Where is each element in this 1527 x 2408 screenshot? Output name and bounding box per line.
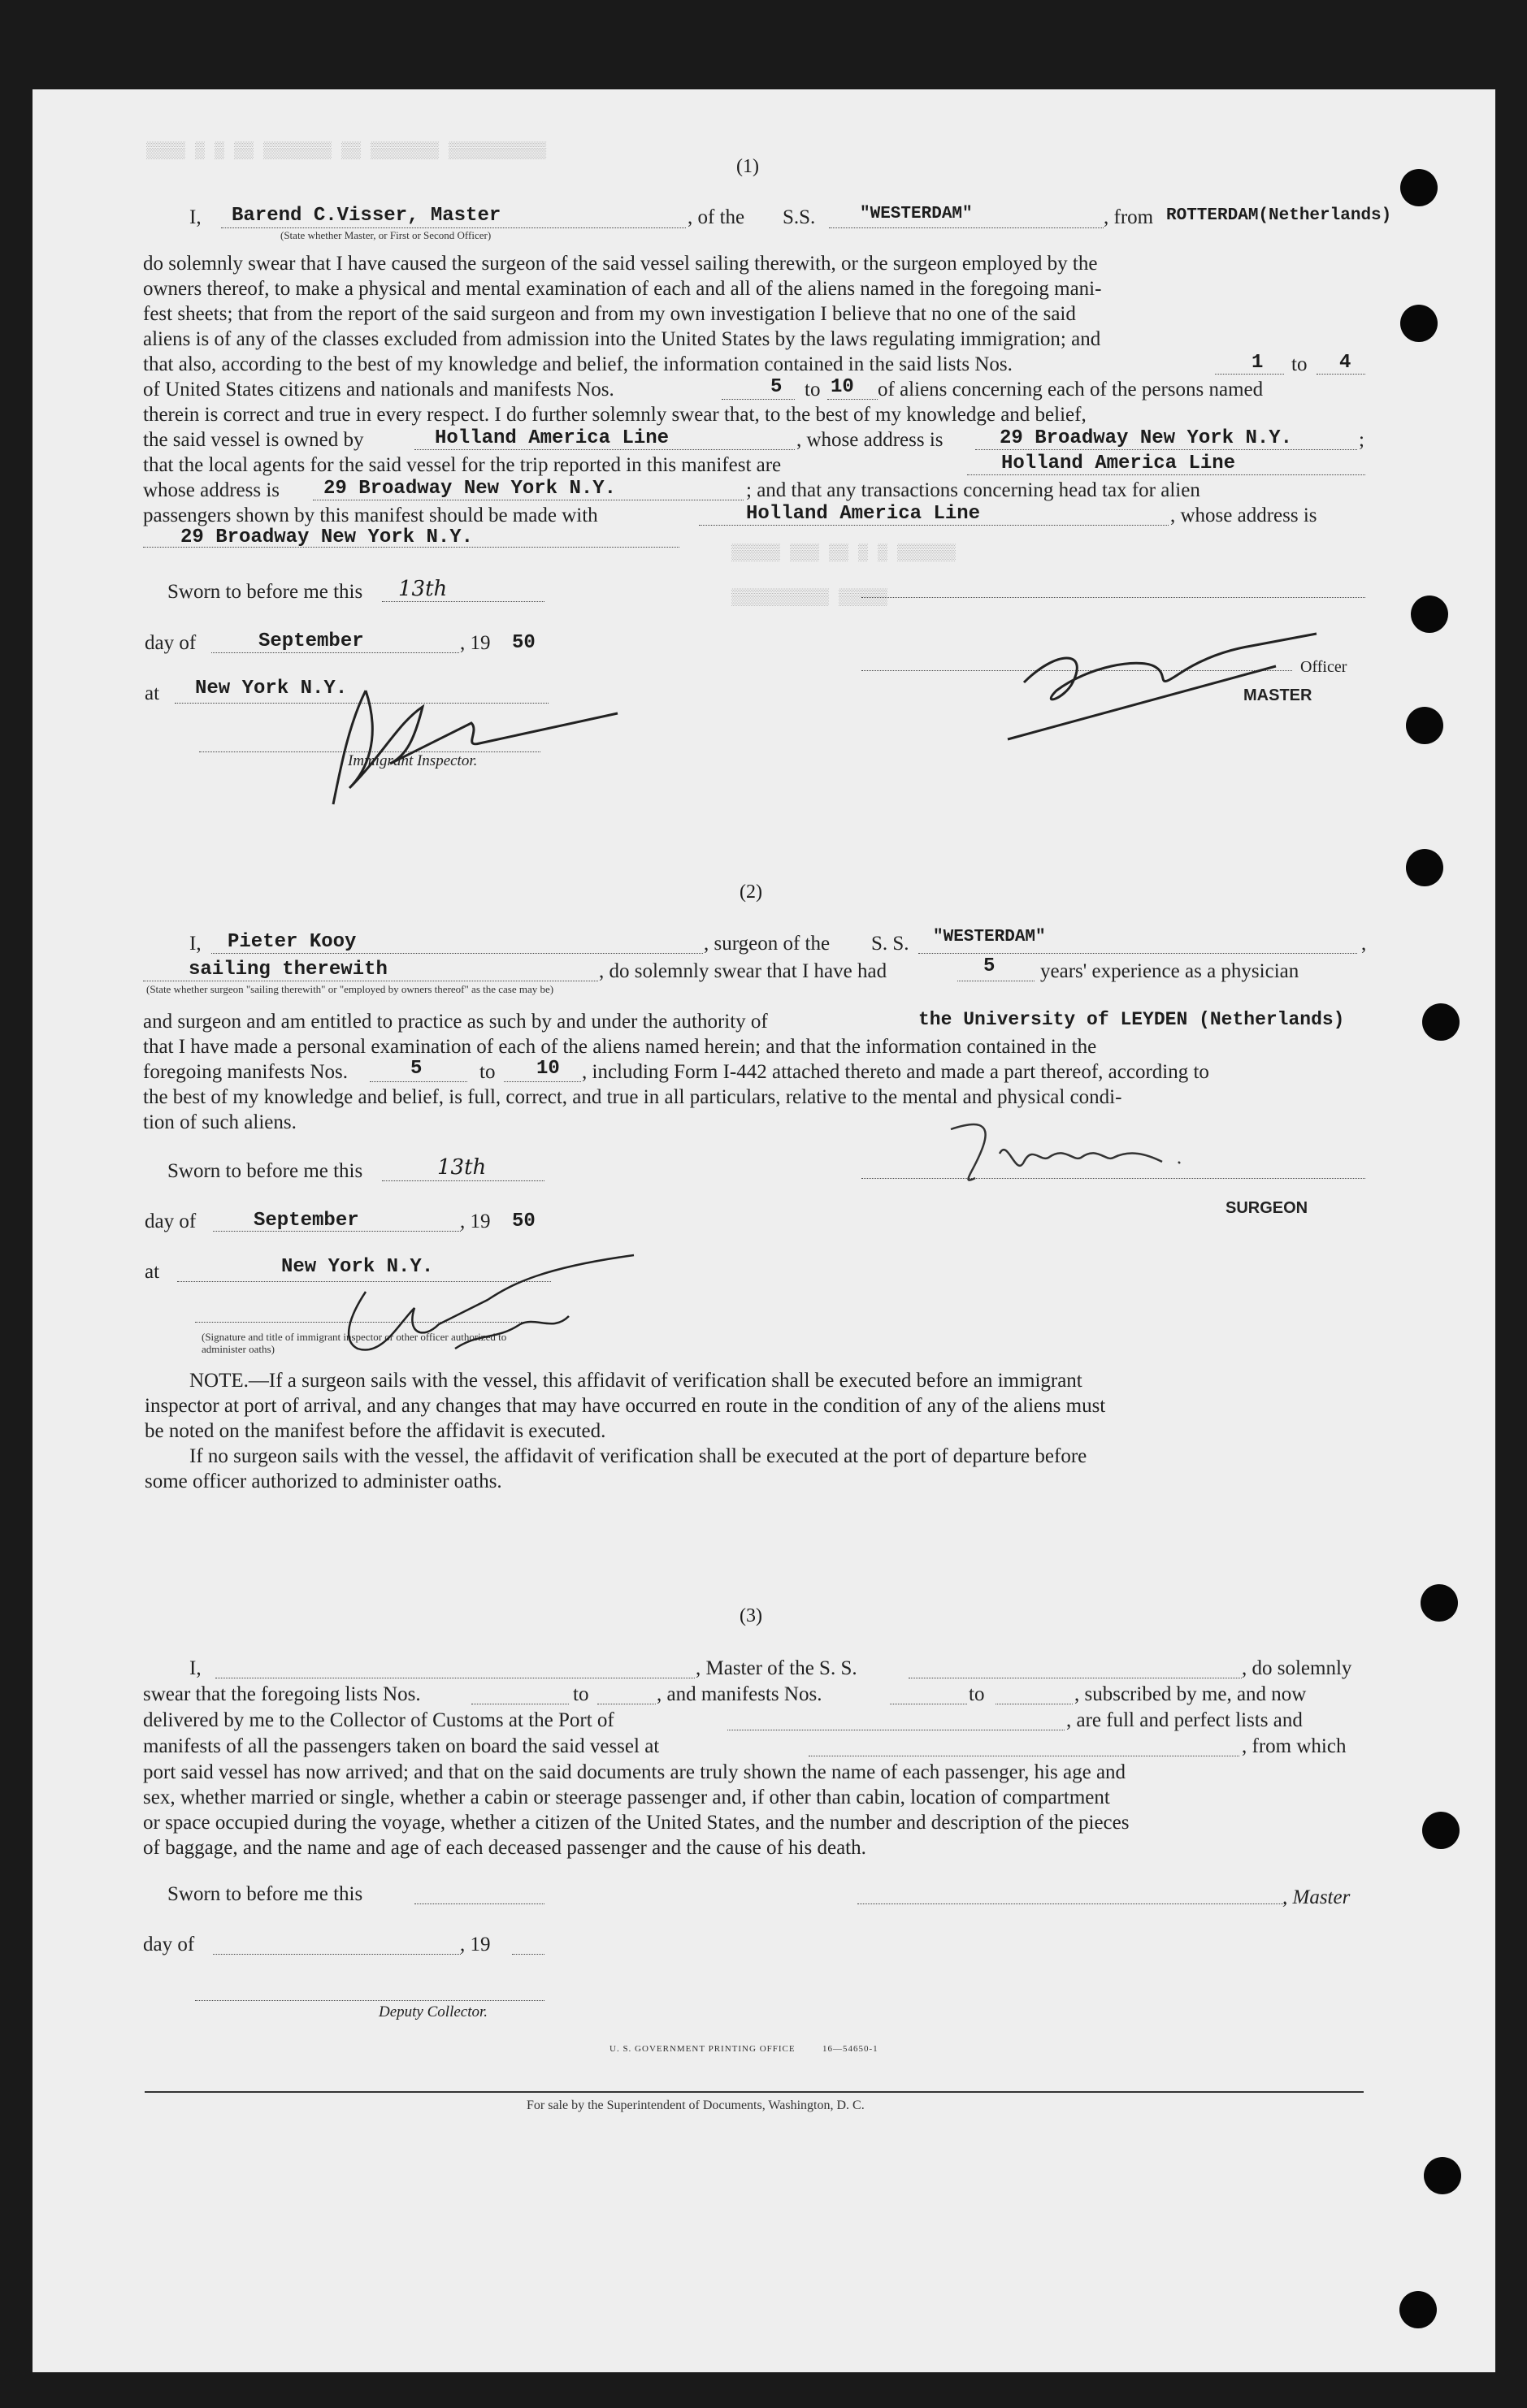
surgeon-name-field[interactable]: Pieter Kooy bbox=[228, 931, 357, 953]
s1-line-8b: , whose address is bbox=[796, 429, 944, 451]
s2-year-field[interactable]: 50 bbox=[512, 1210, 536, 1232]
headtax-line bbox=[699, 525, 1169, 526]
s1-line-11b: , whose address is bbox=[1170, 505, 1317, 526]
s2-day-of-label: day of bbox=[145, 1210, 197, 1232]
s1-sworn-line bbox=[382, 601, 544, 602]
s1-month-line bbox=[211, 652, 459, 653]
s3-line-3b: , are full and perfect lists and bbox=[1066, 1709, 1303, 1731]
s1-ship-name[interactable]: "WESTERDAM" bbox=[860, 205, 973, 223]
s2-line-4: that I have made a personal examination of each of the aliens named herein; and that the information contained in the bbox=[143, 1036, 1097, 1058]
lists-from-field[interactable]: 1 bbox=[1252, 352, 1264, 374]
s3-line: or space occupied during the voyage, whether a citizen of the United States, and the number and description of the pieces bbox=[143, 1812, 1130, 1834]
surgeon-signature bbox=[943, 1113, 1203, 1194]
punch-hole bbox=[1422, 1812, 1460, 1849]
s1-master-label: MASTER bbox=[1243, 686, 1312, 704]
sailing-field[interactable]: sailing therewith bbox=[189, 959, 388, 981]
s3-month-line bbox=[213, 1954, 461, 1955]
s2-to-line bbox=[504, 1081, 581, 1082]
punch-hole bbox=[1400, 169, 1438, 206]
s3-i-label: I, bbox=[189, 1657, 202, 1679]
s1-of-the: , of the bbox=[688, 206, 745, 228]
s3-year-line bbox=[512, 1954, 544, 1955]
bleed-through-text: ▒▒▒▒▒▒▒▒▒▒ ▒▒▒▒▒ bbox=[731, 589, 888, 608]
s2-sworn-line bbox=[382, 1180, 544, 1181]
punch-hole bbox=[1399, 2291, 1437, 2328]
note-line: be noted on the manifest before the affidavit is executed. bbox=[145, 1420, 606, 1442]
agents-address-field[interactable]: 29 Broadway New York N.Y. bbox=[323, 478, 617, 500]
note-line: If no surgeon sails with the vessel, the affidavit of verification shall be executed at the port of departure before bbox=[189, 1445, 1087, 1467]
s3-master-sig-line bbox=[857, 1903, 1286, 1904]
s2-ship-line bbox=[918, 953, 1357, 954]
s2-year-prefix: , 19 bbox=[460, 1210, 491, 1232]
s1-paragraph bbox=[143, 251, 1101, 352]
s1-line: do solemnly swear that I have caused the surgeon of the said vessel sailing therewith, or the surgeon employed by the bbox=[143, 253, 1098, 275]
s1-day-of-label: day of bbox=[145, 632, 197, 654]
s2-at-label: at bbox=[145, 1261, 160, 1283]
s1-ss-label: S.S. bbox=[783, 206, 816, 228]
s3-master-of: , Master of the S. S. bbox=[696, 1657, 857, 1679]
punch-hole bbox=[1406, 849, 1443, 886]
s2-to-label: to bbox=[479, 1061, 496, 1083]
s1-place-field[interactable]: New York N.Y. bbox=[195, 678, 348, 699]
master-name-note: (State whether Master, or First or Second Officer) bbox=[280, 229, 492, 241]
owner-line bbox=[414, 449, 795, 450]
s1-line-10a: whose address is bbox=[143, 479, 280, 501]
note-line: some officer authorized to administer oaths. bbox=[145, 1470, 502, 1492]
s2-sig-note: (Signature and title of immigrant inspector or other officer authorized to administer oaths) bbox=[202, 1331, 507, 1355]
s1-line-7: therein is correct and true in every respect. I do further solemnly swear that, to the best of my knowledge and belief, bbox=[143, 404, 1087, 426]
s2-solemnly: , do solemnly swear that I have had bbox=[599, 960, 887, 982]
punch-hole bbox=[1424, 2157, 1461, 2194]
footer-rule bbox=[145, 2091, 1364, 2093]
comma: , bbox=[1361, 933, 1367, 955]
s3-sworn-label: Sworn to before me this bbox=[167, 1883, 363, 1905]
s2-line-3a: and surgeon and am entitled to practice as such by and under the authority of bbox=[143, 1011, 768, 1033]
s1-sworn-label: Sworn to before me this bbox=[167, 581, 363, 603]
inspector-signature-1 bbox=[317, 674, 626, 821]
surgeon-note bbox=[145, 1368, 1105, 1494]
s3-paragraph bbox=[143, 1760, 1129, 1860]
s1-year-prefix: , 19 bbox=[460, 632, 491, 654]
s1-i-label: I, bbox=[189, 206, 202, 228]
s1-officer-sig-line bbox=[861, 597, 1365, 598]
punch-hole bbox=[1422, 1003, 1460, 1041]
lists-to-label: to bbox=[1291, 353, 1308, 375]
s2-years-text: years' experience as a physician bbox=[1040, 960, 1299, 982]
master-signature bbox=[991, 617, 1333, 756]
s2-i-label: I, bbox=[189, 933, 202, 955]
sale-note: For sale by the Superintendent of Documents, Washington, D. C. bbox=[527, 2098, 865, 2112]
s3-line-2a: swear that the foregoing lists Nos. bbox=[143, 1683, 421, 1705]
s1-line-9a: that the local agents for the said vessel for the trip reported in this manifest are bbox=[143, 454, 782, 476]
master-name-field[interactable]: Barend C.Visser, Master bbox=[232, 205, 501, 227]
s1-inspector-label: Immigrant Inspector. bbox=[348, 752, 478, 769]
deputy-label: Deputy Collector. bbox=[379, 2003, 488, 2020]
gpo-label: U. S. GOVERNMENT PRINTING OFFICE bbox=[609, 2044, 796, 2054]
surgeon-name-line bbox=[211, 953, 703, 954]
s1-year-field[interactable]: 50 bbox=[512, 632, 536, 654]
manifests-to-line bbox=[827, 399, 878, 400]
lists-from-line bbox=[1215, 374, 1284, 375]
punch-hole bbox=[1421, 1584, 1458, 1622]
owner-address-line bbox=[975, 449, 1357, 450]
s1-line-10b: ; and that any transactions concerning head tax for alien bbox=[746, 479, 1200, 501]
sailing-note: (State whether surgeon "sailing therewith" or "employed by owners thereof" as the case may be) bbox=[146, 983, 554, 995]
s3-to-label-2: to bbox=[969, 1683, 985, 1705]
inspector-signature-2 bbox=[333, 1251, 626, 1365]
s3-line-2b: , and manifests Nos. bbox=[657, 1683, 822, 1705]
s1-line-6b: of aliens concerning each of the persons named bbox=[878, 379, 1264, 401]
owner-address-field[interactable]: 29 Broadway New York N.Y. bbox=[1000, 427, 1293, 449]
s1-officer-label: Officer bbox=[1300, 658, 1347, 676]
s3-year-prefix: , 19 bbox=[460, 1934, 491, 1955]
s3-day-of-label: day of bbox=[143, 1934, 195, 1955]
s2-ship-name[interactable]: "WESTERDAM" bbox=[933, 928, 1046, 946]
bleed-through-text: ▒▒▒▒▒ ▒▒▒ ▒▒ ▒ ▒ ▒▒▒▒▒▒ bbox=[731, 544, 957, 563]
semicolon: ; bbox=[1359, 429, 1364, 451]
s1-port-field[interactable]: ROTTERDAM(Netherlands) bbox=[1166, 206, 1392, 225]
s3-line: of baggage, and the name and age of each deceased passenger and the cause of his death. bbox=[143, 1837, 866, 1859]
s3-line-3a: delivered by me to the Collector of Customs at the Port of bbox=[143, 1709, 614, 1731]
s3-line-4b: , from which bbox=[1242, 1735, 1347, 1757]
master-name-line bbox=[221, 227, 686, 228]
years-field[interactable]: 5 bbox=[983, 955, 996, 977]
s1-line: owners thereof, to make a physical and mental examination of each and all of the aliens named in the foregoing mani- bbox=[143, 278, 1102, 300]
section-2-heading: (2) bbox=[740, 881, 762, 903]
s2-sworn-label: Sworn to before me this bbox=[167, 1160, 363, 1182]
s2-line-5b: , including Form I-442 attached thereto and made a part thereof, according to bbox=[582, 1061, 1209, 1083]
s2-from-line bbox=[370, 1081, 467, 1082]
s3-line-4a: manifests of all the passengers taken on board the said vessel at bbox=[143, 1735, 660, 1757]
s3-do-solemnly: , do solemnly bbox=[1242, 1657, 1352, 1679]
s2-line-6: the best of my knowledge and belief, is full, correct, and true in all particulars, relative to the mental and physical condi- bbox=[143, 1086, 1122, 1108]
s1-from: , from bbox=[1104, 206, 1154, 228]
s2-from-field[interactable]: 5 bbox=[410, 1058, 423, 1080]
lists-to-line bbox=[1317, 374, 1365, 375]
surgeon-label: SURGEON bbox=[1226, 1199, 1308, 1217]
manifests-from-field[interactable]: 5 bbox=[770, 376, 783, 398]
s1-line: aliens is of any of the classes excluded from admission into the United States by the laws regulating immigration; and bbox=[143, 328, 1101, 350]
agents-line bbox=[967, 474, 1365, 475]
manifests-to-field[interactable]: 10 bbox=[831, 376, 854, 398]
s1-line: fest sheets; that from the report of the said surgeon and from my own investigation I believe that no one of the said bbox=[143, 303, 1076, 325]
s2-surgeon-of: , surgeon of the bbox=[704, 933, 831, 955]
agents-field[interactable]: Holland America Line bbox=[1001, 453, 1236, 474]
owner-field[interactable]: Holland America Line bbox=[435, 427, 670, 449]
manifests-to-label: to bbox=[805, 379, 821, 401]
ship-line bbox=[829, 227, 1104, 228]
s2-to-field[interactable]: 10 bbox=[536, 1058, 560, 1080]
lists-to-field[interactable]: 4 bbox=[1339, 352, 1351, 374]
bleed-through-text: ▒▒▒▒ ▒ ▒ ▒▒ ▒▒▒▒▒▒▒ ▒▒ ▒▒▒▒▒▒▒ ▒▒▒▒▒▒▒▒▒▒ bbox=[146, 142, 547, 161]
s1-line-5: that also, according to the best of my knowledge and belief, the information contained in the said lists Nos. bbox=[143, 353, 1013, 375]
s1-month-field[interactable]: September bbox=[258, 630, 364, 652]
section-1-heading: (1) bbox=[736, 156, 759, 177]
s2-sworn-day[interactable]: 13th bbox=[437, 1155, 487, 1180]
note-line: inspector at port of arrival, and any changes that may have occurred en route in the condition of any of the aliens must bbox=[145, 1395, 1106, 1417]
s1-sworn-day[interactable]: 13th bbox=[398, 577, 448, 601]
deputy-line bbox=[195, 2000, 544, 2001]
s1-line-11a: passengers shown by this manifest should be made with bbox=[143, 505, 598, 526]
punch-hole bbox=[1406, 707, 1443, 744]
form-code: 16—54650-1 bbox=[822, 2044, 878, 2054]
s3-master-label: , Master bbox=[1282, 1886, 1351, 1908]
headtax-address-field[interactable]: 29 Broadway New York N.Y. bbox=[180, 526, 474, 548]
manifests-from-line bbox=[722, 399, 795, 400]
section-3-heading: (3) bbox=[740, 1605, 762, 1626]
s2-line-5a: foregoing manifests Nos. bbox=[143, 1061, 349, 1083]
note-line: NOTE.—If a surgeon sails with the vessel, this affidavit of verification shall be executed before an immigrant bbox=[189, 1370, 1082, 1392]
s1-line-8a: the said vessel is owned by bbox=[143, 429, 364, 451]
s1-at-label: at bbox=[145, 682, 160, 704]
authority-field[interactable]: the University of LEYDEN (Netherlands) bbox=[918, 1009, 1345, 1030]
punch-hole bbox=[1411, 596, 1448, 633]
s2-line-7: tion of such aliens. bbox=[143, 1111, 297, 1133]
s3-to-label: to bbox=[573, 1683, 589, 1705]
s2-ss-label: S. S. bbox=[871, 933, 909, 955]
s2-place-field[interactable]: New York N.Y. bbox=[281, 1256, 434, 1278]
headtax-field[interactable]: Holland America Line bbox=[746, 503, 981, 525]
s1-line-6a: of United States citizens and nationals and manifests Nos. bbox=[143, 379, 614, 401]
s2-month-field[interactable]: September bbox=[254, 1210, 359, 1232]
s3-line: sex, whether married or single, whether a cabin or steerage passenger and, if other than cabin, location of compartment bbox=[143, 1787, 1110, 1808]
s3-line-2c: , subscribed by me, and now bbox=[1074, 1683, 1307, 1705]
punch-hole bbox=[1400, 305, 1438, 342]
s3-sworn-line bbox=[414, 1903, 544, 1904]
s3-line: port said vessel has now arrived; and that on the said documents are truly shown the name of each passenger, his age and bbox=[143, 1761, 1126, 1783]
